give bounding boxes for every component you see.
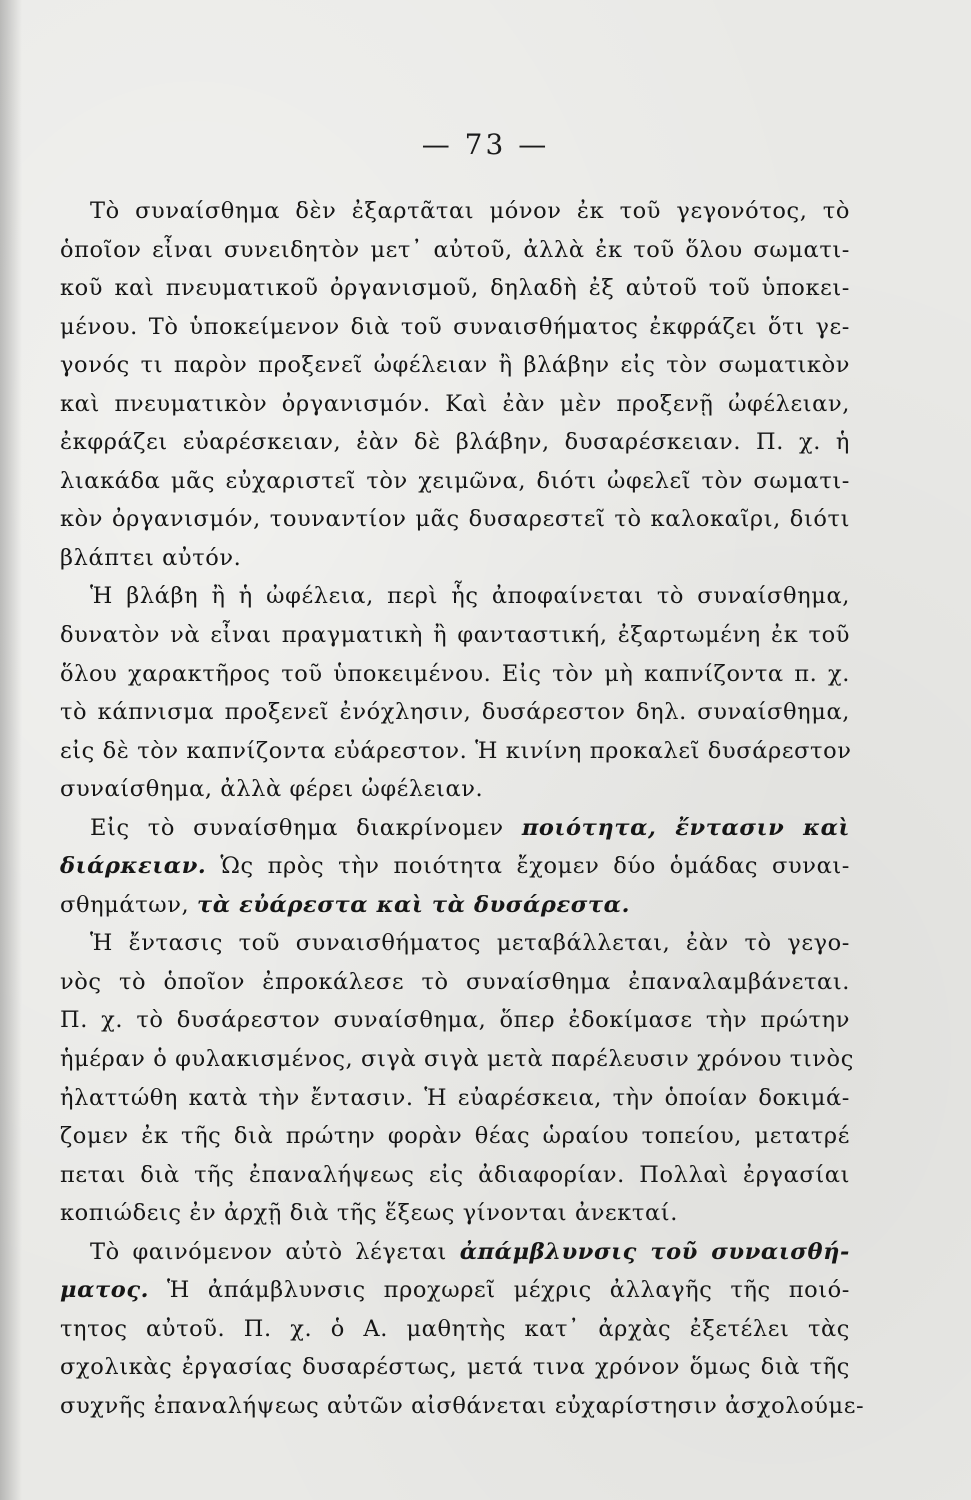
text-line bbox=[60, 385, 850, 424]
text-run: ὁποῖον εἶναι συνειδητὸν μετ᾽ αὐτοῦ, ἀλλὰ ἐκ τοῦ ὅλου σωματι- bbox=[60, 236, 850, 263]
text-line bbox=[60, 1156, 850, 1195]
text-run: εἰς δὲ τὸν καπνίζοντα εὐάρεστον. Ἡ κινίνη προκαλεῖ δυσάρεστον bbox=[60, 737, 852, 764]
text-run: λιακάδα μᾶς εὐχαριστεῖ τὸν χειμῶνα, διότι ὠφελεῖ τὸν σωματι- bbox=[60, 467, 850, 494]
text-line bbox=[60, 1117, 850, 1156]
text-run: κὸν ὀργανισμόν, τουναντίον μᾶς δυσαρεστεῖ τὸ καλοκαῖρι, διότι bbox=[60, 506, 850, 533]
text-line bbox=[60, 1079, 850, 1118]
text-line bbox=[60, 1001, 850, 1040]
text-line bbox=[60, 1194, 850, 1233]
text-run: κοπιώδεις ἐν ἀρχῇ διὰ τῆς ἕξεως γίνονται ἀνεκταί. bbox=[60, 1200, 678, 1227]
text-run: Τὸ φαινόμενον αὐτὸ λέγεται bbox=[90, 1238, 460, 1265]
text-line bbox=[60, 308, 850, 347]
text-line bbox=[60, 732, 850, 771]
text-line bbox=[60, 577, 850, 616]
text-run: κοῦ καὶ πνευματικοῦ ὀργανισμοῦ, δηλαδὴ ἐξ αὐτοῦ τοῦ ὑποκει- bbox=[60, 275, 850, 302]
text-run: Π. χ. τὸ δυσάρεστον συναίσθημα, ὅπερ ἐδοκίμασε τὴν πρώτην bbox=[60, 1007, 850, 1034]
text-line bbox=[60, 231, 850, 270]
emphasized-term: διάρκειαν. bbox=[60, 853, 207, 880]
text-line bbox=[60, 963, 850, 1002]
text-run: ἐκφράζει εὐαρέσκειαν, ἐὰν δὲ βλάβην, δυσαρέσκειαν. Π. χ. ἡ bbox=[60, 429, 850, 456]
text-run: Ἡ βλάβη ἢ ἡ ὠφέλεια, περὶ ἧς ἀποφαίνεται τὸ συναίσθημα, bbox=[90, 583, 850, 610]
emphasized-term: ματος. bbox=[60, 1277, 150, 1304]
text-run: ἠλαττώθη κατὰ τὴν ἔντασιν. Ἡ εὐαρέσκεια, τὴν ὁποίαν δοκιμά- bbox=[60, 1084, 850, 1111]
text-line bbox=[60, 1271, 850, 1310]
text-line bbox=[60, 847, 850, 886]
text-line bbox=[60, 269, 850, 308]
text-run: συχνῆς ἐπαναλήψεως αὐτῶν αἰσθάνεται εὐχαρίστησιν ἀσχολούμε- bbox=[60, 1392, 865, 1419]
text-run: συναίσθημα, ἀλλὰ φέρει ὠφέλειαν. bbox=[60, 776, 484, 803]
emphasized-term: τὰ εὐάρεστα καὶ τὰ δυσάρεστα. bbox=[196, 891, 631, 918]
text-line bbox=[60, 924, 850, 963]
body-text bbox=[60, 192, 865, 1426]
text-line bbox=[60, 500, 850, 539]
text-run: Ἡ ἀπάμβλυνσις προχωρεῖ μέχρις ἀλλαγῆς τῆς ποιό- bbox=[149, 1277, 850, 1304]
text-run: τητος αὐτοῦ. Π. χ. ὁ Α. μαθητὴς κατ᾽ ἀρχὰς ἐξετέλει τὰς bbox=[60, 1315, 850, 1342]
text-line bbox=[60, 809, 850, 848]
text-line bbox=[60, 693, 850, 732]
text-line bbox=[60, 1233, 850, 1272]
text-line bbox=[60, 423, 850, 462]
text-run: ζομεν ἐκ τῆς διὰ πρώτην φορὰν θέας ὡραίου τοπείου, μετατρέ bbox=[60, 1123, 850, 1150]
text-run: Εἰς τὸ συναίσθημα διακρίνομεν bbox=[90, 814, 522, 841]
text-run: γονός τι παρὸν προξενεῖ ὠφέλειαν ἢ βλάβην εἰς τὸν σωματικὸν bbox=[60, 352, 850, 379]
text-run: σθημάτων, bbox=[60, 891, 197, 918]
text-run: δυνατὸν νὰ εἶναι πραγματικὴ ἢ φανταστική, ἐξαρτωμένη ἐκ τοῦ bbox=[60, 622, 850, 649]
text-run: νὸς τὸ ὁποῖον ἐπροκάλεσε τὸ συναίσθημα ἐπαναλαμβάνεται. bbox=[60, 968, 850, 995]
text-run: βλάπτει αὐτόν. bbox=[60, 544, 242, 571]
text-line bbox=[60, 1348, 850, 1387]
text-run: Ἡ ἔντασις τοῦ συναισθήματος μεταβάλλεται, ἐὰν τὸ γεγο- bbox=[90, 930, 850, 957]
text-run: τὸ κάπνισμα προξενεῖ ἐνόχλησιν, δυσάρεστον δηλ. συναίσθημα, bbox=[60, 699, 850, 726]
text-run: καὶ πνευματικὸν ὀργανισμόν. Καὶ ἐὰν μὲν προξενῇ ὠφέλειαν, bbox=[60, 390, 850, 417]
page-number: — 73 — bbox=[421, 128, 550, 161]
text-line bbox=[60, 770, 850, 809]
text-line bbox=[60, 886, 850, 925]
text-line bbox=[60, 616, 850, 655]
text-line bbox=[60, 462, 850, 501]
text-line bbox=[60, 1040, 854, 1079]
text-line bbox=[60, 192, 850, 231]
text-run: σχολικὰς ἐργασίας δυσαρέστως, μετά τινα χρόνον ὅμως διὰ τῆς bbox=[60, 1354, 850, 1381]
text-run: Ὡς πρὸς τὴν ποιότητα ἔχομεν δύο ὁμάδας συναι- bbox=[206, 853, 850, 880]
text-line bbox=[60, 346, 850, 385]
emphasized-term: ἀπάμβλυνσις τοῦ συναισθή- bbox=[459, 1238, 850, 1265]
text-line bbox=[60, 1387, 865, 1426]
text-line bbox=[60, 539, 850, 578]
text-run: Τὸ συναίσθημα δὲν ἐξαρτᾶται μόνον ἐκ τοῦ γεγονότος, τὸ bbox=[90, 198, 850, 224]
text-line bbox=[60, 1310, 850, 1349]
text-line bbox=[60, 655, 850, 694]
page-edge-shadow bbox=[0, 0, 22, 1500]
text-run: ἡμέραν ὁ φυλακισμένος, σιγὰ σιγὰ μετὰ παρέλευσιν χρόνου τινὸς bbox=[60, 1046, 854, 1073]
emphasized-term: ποιότητα, ἔντασιν καὶ bbox=[521, 814, 850, 841]
text-run: ὅλου χαρακτῆρος τοῦ ὑποκειμένου. Εἰς τὸν μὴ καπνίζοντα π. χ. bbox=[60, 660, 850, 687]
text-run: πεται διὰ τῆς ἐπαναλήψεως εἰς ἀδιαφορίαν. Πολλαὶ ἐργασίαι bbox=[60, 1161, 850, 1188]
text-run: μένου. Τὸ ὑποκείμενον διὰ τοῦ συναισθήματος ἐκφράζει ὅτι γε- bbox=[60, 313, 850, 340]
